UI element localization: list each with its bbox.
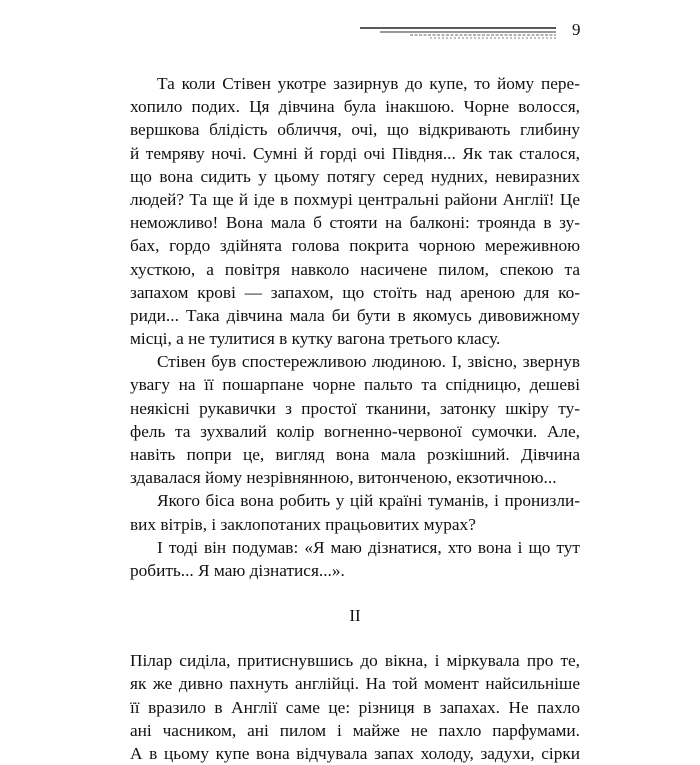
text-line: робить... Я маю дізнатися...». xyxy=(130,560,345,580)
paragraph-3 xyxy=(130,489,580,535)
text-line: вих вітрів, і заклопотаних працьовитих мурах? xyxy=(130,514,476,534)
header-ornament-rules xyxy=(360,26,556,40)
section-2-paragraph-1 xyxy=(130,649,580,765)
text-line: навіть попри це, вигляд вона мала розкішний. Дівчина xyxy=(130,445,580,464)
text-line: здавалася йому незрівнянною, витонченою, екзотичною... xyxy=(130,468,557,488)
text-line: Пілар сиділа, притиснувшись до вікна, і міркувала про те, xyxy=(130,651,580,671)
text-line: І тоді він подумав: «Я маю дізнатися, хто вона і що тут xyxy=(157,537,580,557)
text-line: запахом крові — запахом, що стоїть над ареною для ко- xyxy=(130,282,580,302)
text-line: людей? Та ще й іде в похмурі центральні райони Англії! Це xyxy=(130,189,580,209)
header-rule-lines xyxy=(360,26,556,40)
text-line: як же дивно пахнуть англійці. На той момент найсильніше xyxy=(130,674,580,694)
text-line: Якого біса вона робить у цій країні туманів, і пронизли- xyxy=(157,491,580,511)
text-line: риди... Така дівчина мала би бути в якомусь дивовижному xyxy=(130,305,580,325)
text-line: фель та зухвалий колір вогненно-червоної сумочки. Але, xyxy=(130,421,580,441)
text-line: хусткою, а повітря навколо насичене пилом, спекою та xyxy=(130,259,580,279)
text-line: неможливо! Вона мала б стояти на балконі: троянда в зу- xyxy=(130,213,580,233)
text-line: увагу на її пошарпане чорне пальто та спідницю, дешеві xyxy=(130,375,580,395)
page-number: 9 xyxy=(572,20,581,39)
text-line: неякісні рукавички з простої тканини, затонку шкіру ту- xyxy=(130,398,580,418)
text-line: вершкова блідість обличчя, очі, що відкривають глибину xyxy=(130,120,580,140)
text-line: бах, гордо здійнята голова покрита чорною мереживною xyxy=(130,236,580,256)
paragraph-2 xyxy=(130,350,580,489)
body-text xyxy=(130,72,580,765)
paragraph-1 xyxy=(130,72,580,350)
text-line: хопило подих. Ця дівчина була інакшою. Чорне волосся, xyxy=(130,97,580,117)
text-line: Та коли Стівен укотре зазирнув до купе, то йому пере- xyxy=(157,74,580,93)
text-line: її вразило в Англії саме це: різниця в запахах. Не пахло xyxy=(130,697,580,717)
text-line: місці, а не тулитися в кутку вагона третього класу. xyxy=(130,329,501,349)
text-line: ані часником, ані пилом і майже не пахло парфумами. xyxy=(130,720,580,740)
text-line: Стівен був спостережливою людиною. І, звісно, звернув xyxy=(157,352,580,372)
text-line: А в цьому купе вона відчувала запах холоду, задухи, сірки xyxy=(130,743,580,763)
section-heading: II xyxy=(349,606,361,626)
paragraph-4 xyxy=(130,536,580,582)
text-line: що вона сидить у цьому потягу серед нудних, невиразних xyxy=(130,166,580,186)
text-line: й темряву ночі. Сумні й горді очі Півдня... Як так сталося, xyxy=(130,143,580,163)
